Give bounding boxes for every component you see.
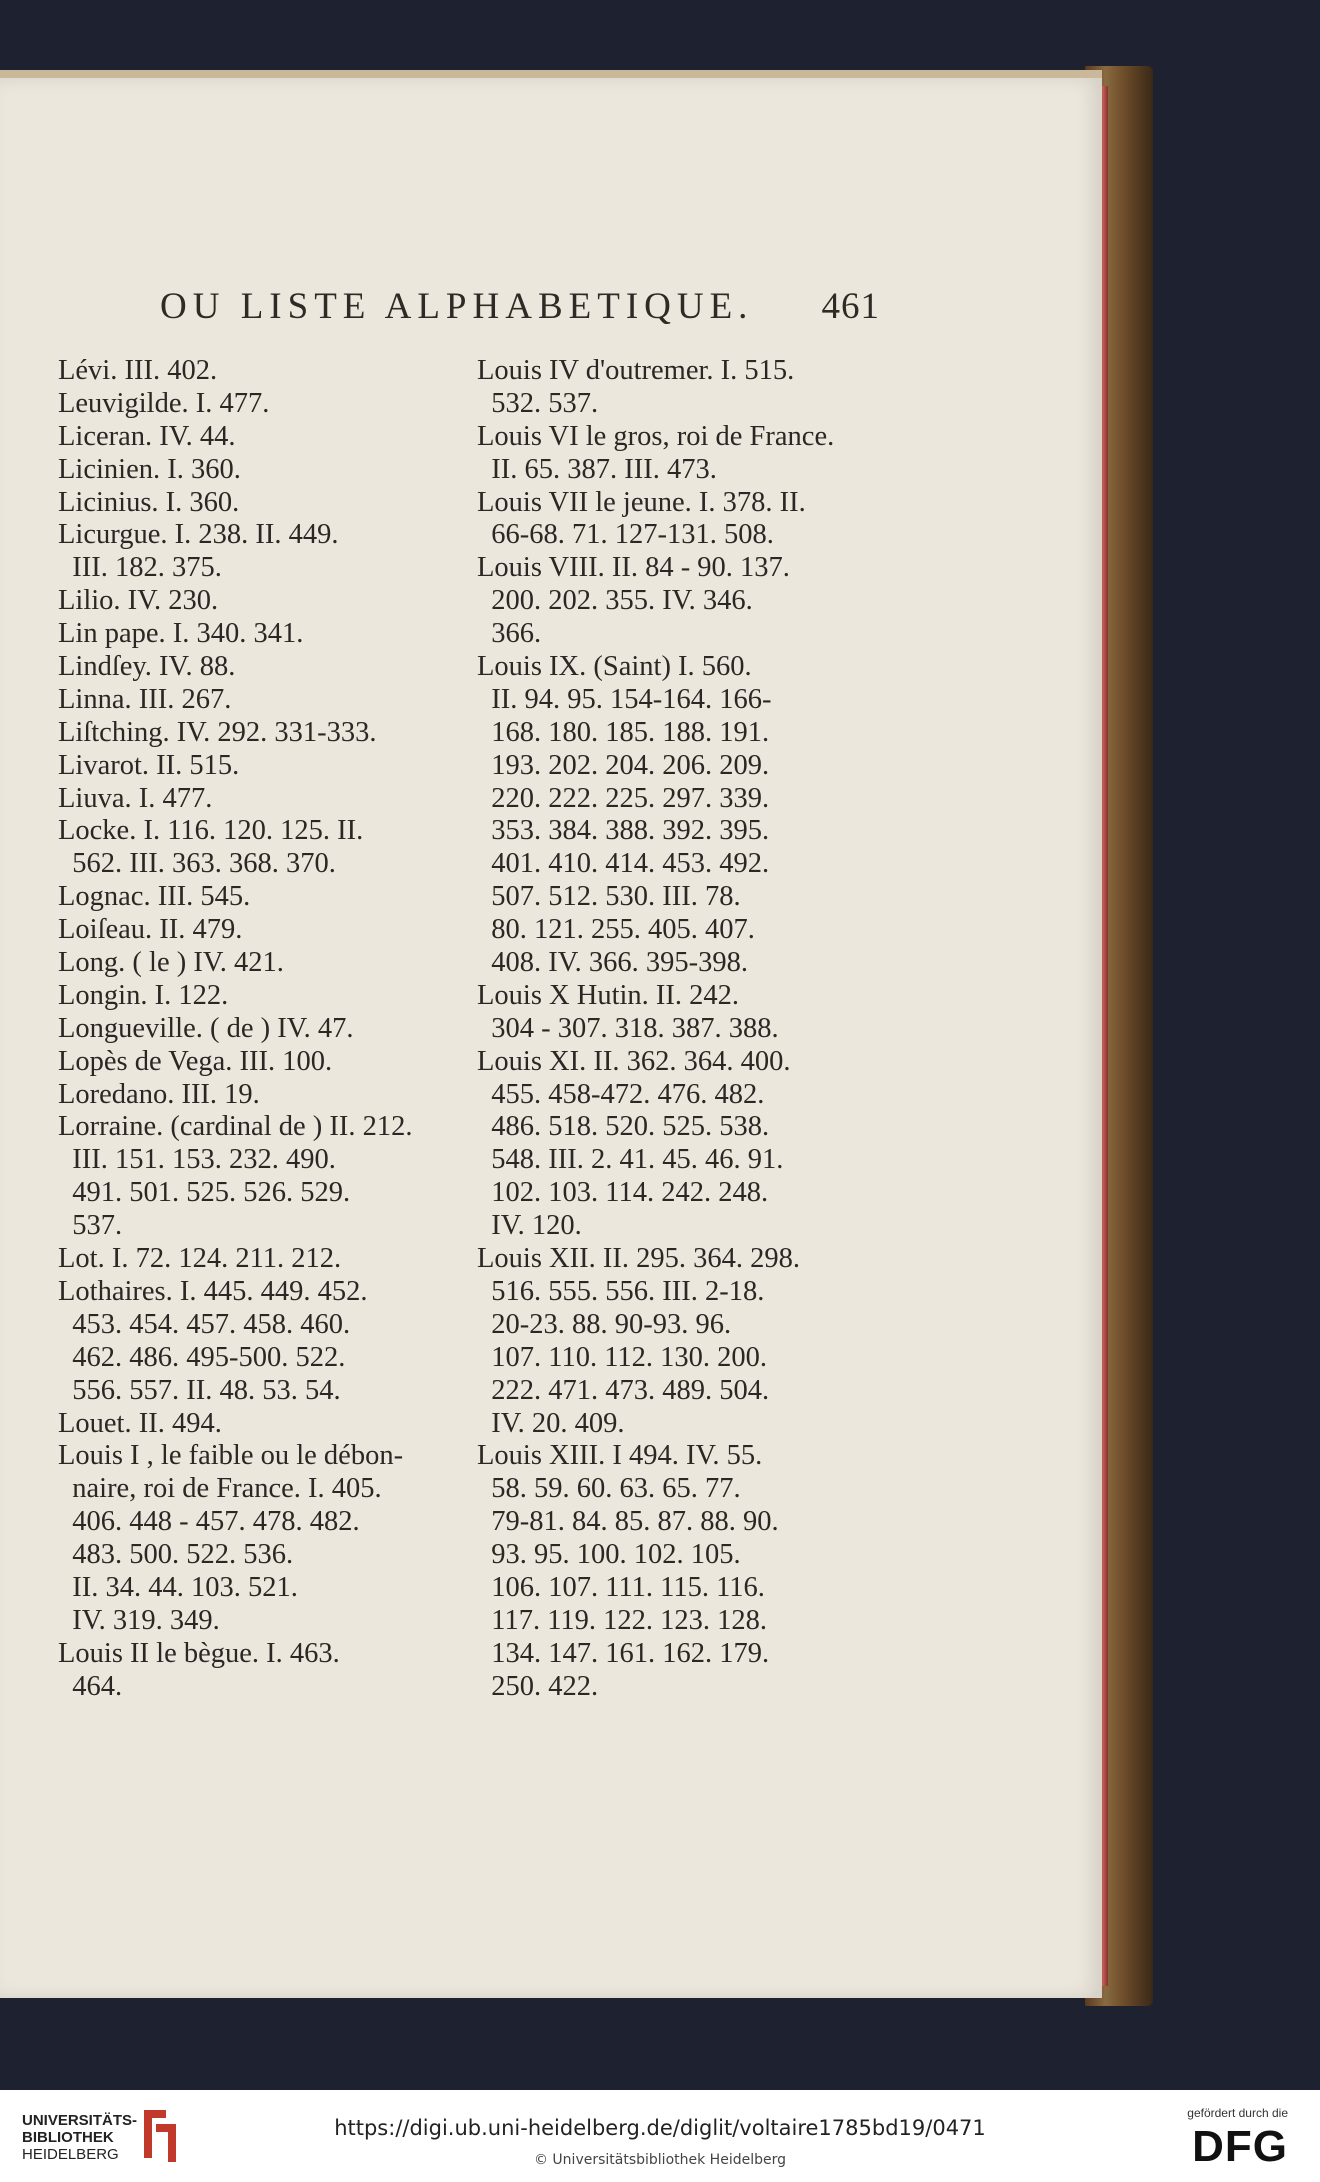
index-entry-line: Long. ( le ) IV. 421. [58, 947, 284, 979]
index-entry-line: naire, roi de France. I. 405. [58, 1473, 382, 1505]
index-entry-line: 464. [58, 1670, 123, 1702]
index-entry-line: Lévi. III. 402. [58, 355, 218, 386]
index-entry-line: 220. 222. 225. 297. 339. [477, 782, 770, 814]
index-entry-line: Lorraine. (cardinal de ) II. 212. [58, 1111, 413, 1143]
index-entry-line: 537. [58, 1210, 123, 1242]
index-entry-line: 222. 471. 473. 489. 504. [477, 1374, 770, 1406]
index-entry-line: Louis VI le gros, roi de France. [477, 420, 835, 452]
index-entry-line: 80. 121. 255. 405. 407. [477, 914, 755, 946]
index-entry-line: Louis XIII. I 494. IV. 55. [477, 1440, 763, 1472]
index-entry-line: Liuva. I. 477. [58, 782, 213, 814]
index-entry-line: 107. 110. 112. 130. 200. [477, 1341, 768, 1373]
index-entry-line: 401. 410. 414. 453. 492. [477, 848, 770, 880]
index-entry-line: 366. [477, 618, 542, 650]
index-entry-line: Louis VII le jeune. I. 378. II. [477, 486, 806, 518]
index-entry-line: Louis VIII. II. 84 - 90. 137. [477, 552, 790, 584]
index-entry-line: Loredano. III. 19. [58, 1078, 260, 1110]
index-entry-line: 455. 458-472. 476. 482. [477, 1078, 765, 1110]
library-name-line2: BIBLIOTHEK [22, 2129, 114, 2146]
dfg-logo[interactable]: DFG [1192, 2122, 1288, 2171]
index-entry-line: II. 65. 387. III. 473. [477, 453, 717, 485]
page-number: 461 [821, 286, 880, 327]
index-entry-line: III. 151. 153. 232. 490. [58, 1144, 336, 1176]
index-entry-line: Leuvigilde. I. 477. [58, 387, 270, 419]
index-entry-line: 408. IV. 366. 395-398. [477, 947, 749, 979]
index-entry-line: 79-81. 84. 85. 87. 88. 90. [477, 1506, 779, 1538]
index-entry-line: Louis IX. (Saint) I. 560. [477, 651, 752, 683]
index-entry-line: Lilio. IV. 230. [58, 585, 219, 617]
index-entry-line: Louis I , le faible ou le débon- [58, 1440, 404, 1472]
permalink-url[interactable]: https://digi.ub.uni-heidelberg.de/diglit/voltaire1785bd19/0471 [334, 2116, 986, 2140]
index-entry-line: 134. 147. 161. 162. 179. [477, 1637, 770, 1669]
index-entry-line: Licinien. I. 360. [58, 453, 241, 485]
index-entry-line: 200. 202. 355. IV. 346. [477, 585, 753, 617]
index-entry-line: III. 182. 375. [58, 552, 222, 584]
index-entry-line: 117. 119. 122. 123. 128. [477, 1604, 768, 1636]
page-header [160, 285, 880, 328]
index-entry-line: 406. 448 - 457. 478. 482. [58, 1506, 360, 1538]
index-entry-line: Louis XII. II. 295. 364. 298. [477, 1243, 800, 1275]
viewer-footer [0, 2090, 1320, 2182]
copyright-notice: © Universitätsbibliothek Heidelberg [533, 2152, 786, 2168]
running-title: OU LISTE ALPHABETIQUE. [160, 286, 754, 327]
index-entry-line: 548. III. 2. 41. 45. 46. 91. [477, 1144, 784, 1176]
index-entry-line: 532. 537. [477, 387, 599, 419]
index-entry-line: 486. 518. 520. 525. 538. [477, 1111, 770, 1143]
index-entry-line: Louis XI. II. 362. 364. 400. [477, 1045, 791, 1077]
index-entry-line: 491. 501. 525. 526. 529. [58, 1177, 351, 1209]
index-entry-line: Louet. II. 494. [58, 1407, 222, 1439]
index-entry-line: Lothaires. I. 445. 449. 452. [58, 1275, 368, 1307]
index-entry-line: 562. III. 363. 368. 370. [58, 848, 336, 880]
library-name-line3: HEIDELBERG [22, 2146, 119, 2163]
index-entry-line: 516. 555. 556. III. 2-18. [477, 1275, 765, 1307]
index-entry-line: 453. 454. 457. 458. 460. [58, 1308, 351, 1340]
index-entry-line: Liceran. IV. 44. [58, 420, 236, 452]
index-column-right [477, 355, 877, 1704]
index-entry-line: Lopès de Vega. III. 100. [58, 1045, 333, 1077]
index-entry-line: 106. 107. 111. 115. 116. [477, 1571, 765, 1603]
index-entry-line: 66-68. 71. 127-131. 508. [477, 519, 774, 551]
index-entry-line: 483. 500. 522. 536. [58, 1539, 294, 1571]
index-entry-line: Lot. I. 72. 124. 211. 212. [58, 1243, 342, 1275]
index-entry-line: Loiſeau. II. 479. [58, 914, 243, 946]
index-entry-line: II. 94. 95. 154-164. 166- [477, 683, 772, 715]
index-entry-line: Lin pape. I. 340. 341. [58, 618, 304, 650]
index-entry-line: 58. 59. 60. 63. 65. 77. [477, 1473, 741, 1505]
index-entry-line: Louis II le bègue. I. 463. [58, 1637, 340, 1669]
index-entry-line: 556. 557. II. 48. 53. 54. [58, 1374, 341, 1406]
index-entry-line: Louis X Hutin. II. 242. [477, 979, 740, 1011]
index-entry-line: IV. 319. 349. [58, 1604, 220, 1636]
index-entry-line: 304 - 307. 318. 387. 388. [477, 1012, 779, 1044]
index-entry-line: Lindſey. IV. 88. [58, 651, 236, 683]
index-entry-line: Lognac. III. 545. [58, 881, 251, 913]
index-entry-line: 93. 95. 100. 102. 105. [477, 1539, 741, 1571]
index-entry-line: 193. 202. 204. 206. 209. [477, 749, 770, 781]
library-name-line1: UNIVERSITÄTS- [22, 2112, 138, 2129]
index-entry-line: Liſtching. IV. 292. 331-333. [58, 716, 377, 748]
index-entry-line: Licinius. I. 360. [58, 486, 240, 518]
index-entry-line: 462. 486. 495-500. 522. [58, 1341, 346, 1373]
index-entry-line: 168. 180. 185. 188. 191. [477, 716, 770, 748]
index-entry-line: Louis IV d'outremer. I. 515. [477, 355, 795, 386]
index-entry-line: 250. 422. [477, 1670, 599, 1702]
index-entry-line: Linna. III. 267. [58, 683, 232, 715]
index-entry-line: 102. 103. 114. 242. 248. [477, 1177, 769, 1209]
index-entry-line: IV. 20. 409. [477, 1407, 625, 1439]
index-entry-line: Locke. I. 116. 120. 125. II. [58, 815, 364, 847]
index-column-left [58, 355, 468, 1704]
index-entry-line: IV. 120. [477, 1210, 582, 1242]
index-entry-line: Longueville. ( de ) IV. 47. [58, 1012, 354, 1044]
index-entry-line: 507. 512. 530. III. 78. [477, 881, 741, 913]
index-entry-line: Livarot. II. 515. [58, 749, 240, 781]
funding-note: gefördert durch die [1187, 2106, 1288, 2120]
index-entry-line: II. 34. 44. 103. 521. [58, 1571, 298, 1603]
index-entry-line: 353. 384. 388. 392. 395. [477, 815, 770, 847]
index-entry-line: 20-23. 88. 90-93. 96. [477, 1308, 732, 1340]
index-entry-line: Longin. I. 122. [58, 979, 229, 1011]
index-entry-line: Licurgue. I. 238. II. 449. [58, 519, 339, 551]
